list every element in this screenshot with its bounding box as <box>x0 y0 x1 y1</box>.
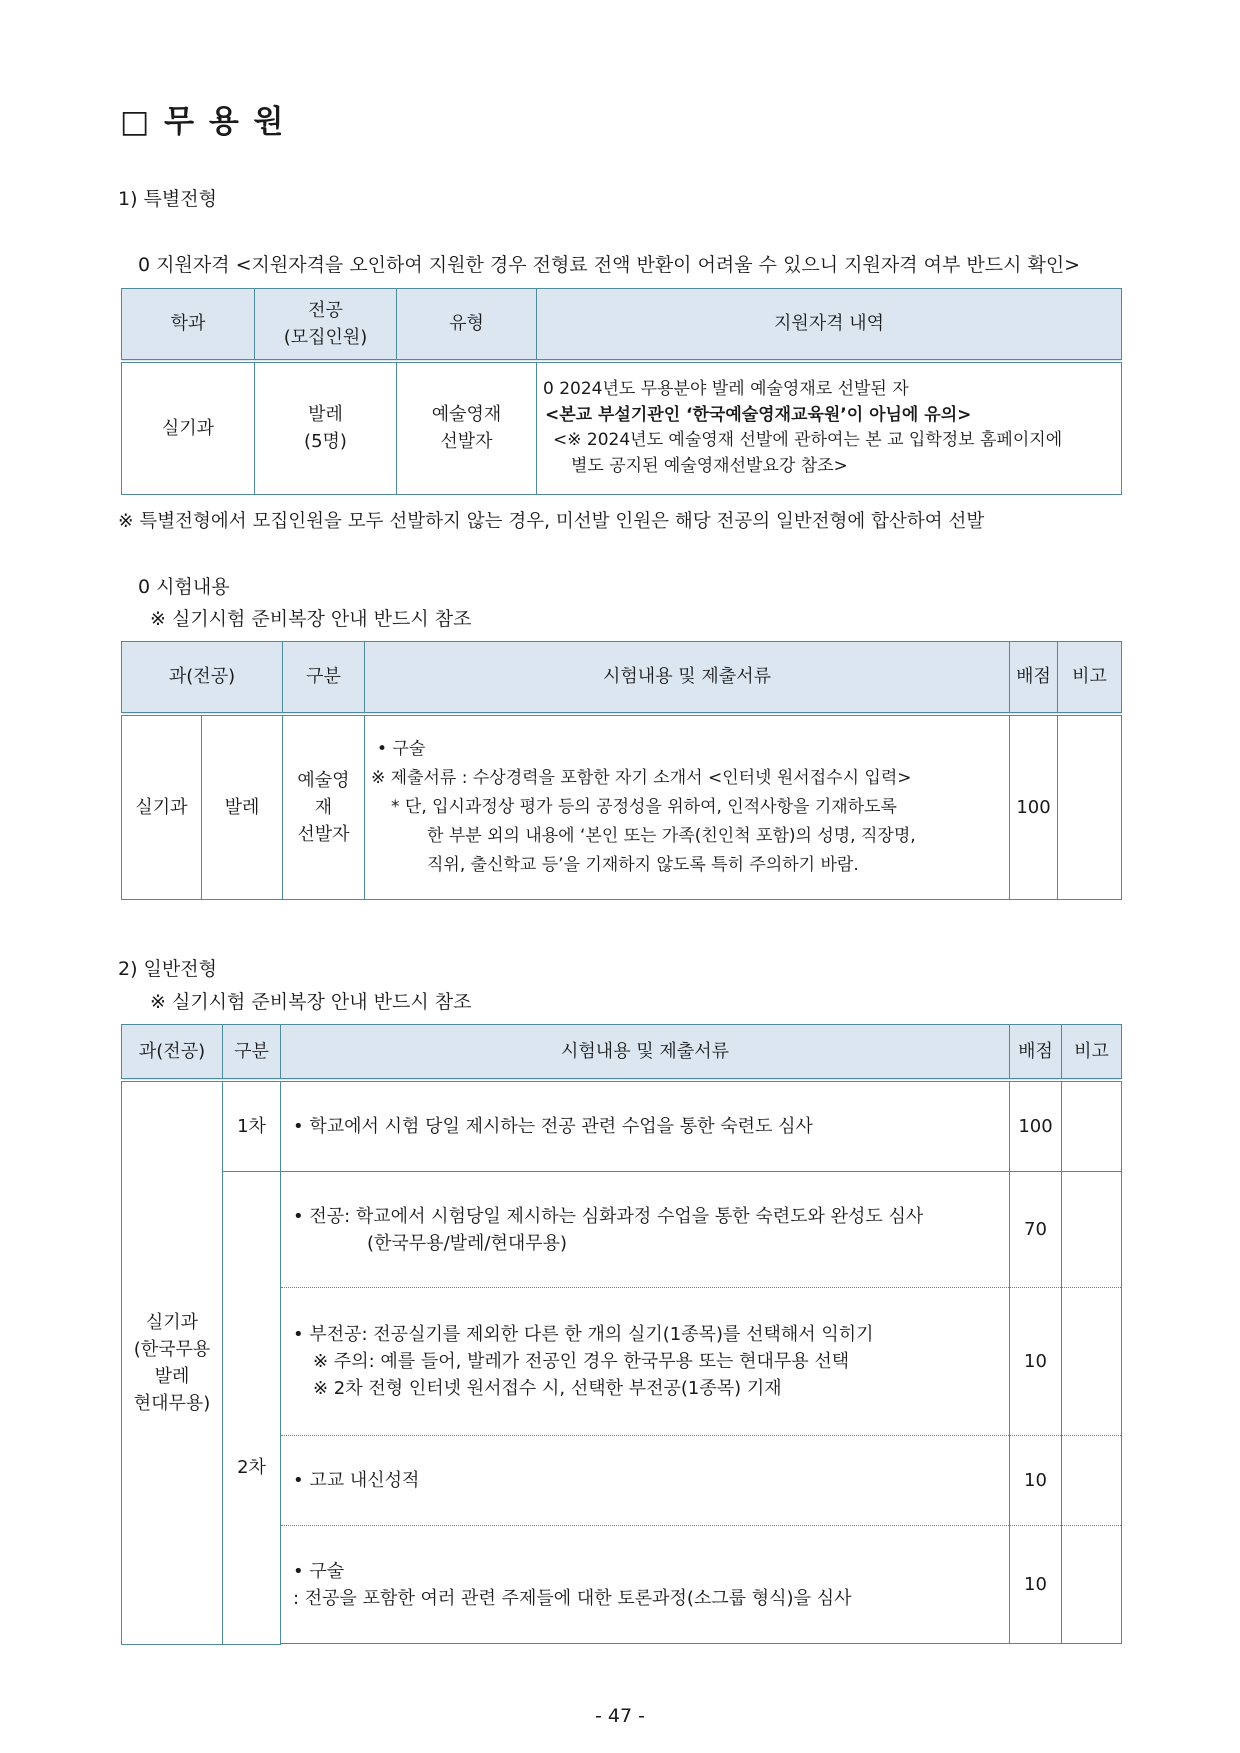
type-line: 예술영재 <box>297 769 350 818</box>
content-line: : 전공을 포함한 여러 관련 주제들에 대한 토론과정(소그룹 형식)을 심사 <box>293 1587 852 1609</box>
general-exam-note: ※ 실기시험 준비복장 안내 반드시 참조 <box>150 991 472 1013</box>
col-header-dept: 과(전공) <box>122 642 283 714</box>
detail-line: 0 2024년도 무용분야 발레 예술영재로 선발된 자 <box>543 379 909 400</box>
content-line: 한 부분 외의 내용에 ‘본인 또는 가족(친인척 포함)의 성명, 직장명, <box>427 825 916 846</box>
content-line: ※ 제출서류 : 수상경력을 포함한 자기 소개서 <인터넷 원서접수시 입력> <box>371 767 912 788</box>
cell-exam-content <box>365 714 1010 900</box>
cell-exam-content <box>281 1080 1010 1172</box>
content-line: • 학교에서 시험 당일 제시하는 전공 관련 수업을 통한 숙련도 심사 <box>293 1115 813 1137</box>
special-heading: 1) 특별전형 <box>118 188 217 210</box>
content-line: • 고교 내신성적 <box>293 1470 420 1491</box>
col-header-category: 구분 <box>223 1025 281 1080</box>
col-header-dept: 과(전공) <box>122 1025 223 1080</box>
content-line: ※ 주의: 예를 들어, 발레가 전공인 경우 한국무용 또는 현대무용 선택 <box>313 1351 850 1372</box>
stage-2-label: 2차 <box>237 1457 266 1479</box>
cell-score: 10 <box>1010 1288 1062 1436</box>
cell-remark <box>1062 1080 1122 1172</box>
col-header-remark: 비고 <box>1058 642 1122 714</box>
content-line: • 구술 <box>293 1560 345 1582</box>
cell-score: 10 <box>1010 1436 1062 1526</box>
col-header-category: 구분 <box>283 642 365 714</box>
page-number: - 47 - <box>595 1705 645 1727</box>
cell-stage-1: 1차 <box>223 1080 281 1172</box>
col-header-qualification: 지원자격 내역 <box>537 289 1122 361</box>
col-header-dept: 학과 <box>122 289 255 361</box>
cell-qualification-detail <box>537 361 1122 495</box>
qualification-heading: 0 지원자격 <지원자격을 오인하여 지원한 경우 전형료 전액 반환이 어려울 수 있으니 지원자격 여부 반드시 확인> <box>138 254 1081 276</box>
table-row <box>122 1172 1122 1288</box>
dept-line: (한국무용 <box>133 1338 211 1360</box>
cell-exam-content <box>281 1288 1010 1436</box>
col-header-major <box>255 289 397 361</box>
general-heading: 2) 일반전형 <box>118 958 217 980</box>
type-line: 선발자 <box>297 823 350 845</box>
col-header-score: 배점 <box>1010 1025 1062 1080</box>
content-line: 직위, 출신학교 등’을 기재하지 않도록 특히 주의하기 바람. <box>427 854 859 875</box>
cell-score: 70 <box>1010 1172 1062 1288</box>
content-line: • 구술 <box>377 739 426 760</box>
page-title: □ 무 용 원 <box>120 104 286 140</box>
major-name: 발레 <box>308 404 343 426</box>
col-header-exam-content: 시험내용 및 제출서류 <box>281 1025 1010 1080</box>
exam-note: ※ 실기시험 준비복장 안내 반드시 참조 <box>150 608 472 630</box>
cell-score: 100 <box>1010 714 1058 900</box>
detail-line: <본교 부설기관인 ‘한국예술영재교육원’이 아님에 유의> <box>545 404 972 425</box>
special-exam-table <box>121 641 1122 900</box>
general-exam-table <box>121 1024 1122 1645</box>
cell-remark <box>1062 1436 1122 1526</box>
cell-remark <box>1062 1526 1122 1644</box>
col-header-major-label: 전공 <box>308 299 343 321</box>
cell-remark <box>1062 1172 1122 1288</box>
table-row <box>122 714 1122 900</box>
cell-major <box>255 361 397 495</box>
col-header-count-label: (모집인원) <box>283 326 368 348</box>
cell-remark <box>1058 714 1122 900</box>
dept-line: 현대무용) <box>133 1392 211 1414</box>
cell-score: 100 <box>1010 1080 1062 1172</box>
type-line: 선발자 <box>440 431 493 453</box>
type-line: 예술영재 <box>431 404 502 426</box>
content-line: • 부전공: 전공실기를 제외한 다른 한 개의 실기(1종목)를 선택해서 익히기 <box>293 1324 874 1345</box>
col-header-score: 배점 <box>1010 642 1058 714</box>
cell-exam-content <box>281 1526 1010 1644</box>
table-row <box>122 1080 1122 1172</box>
cell-score: 10 <box>1010 1526 1062 1644</box>
cell-dept: 실기과 <box>122 361 255 495</box>
content-line: * 단, 입시과정상 평가 등의 공정성을 위하여, 인적사항을 기재하도록 <box>391 796 897 817</box>
special-note: ※ 특별전형에서 모집인원을 모두 선발하지 않는 경우, 미선발 인원은 해당 전공의 일반전형에 합산하여 선발 <box>118 511 985 532</box>
detail-line: <※ 2024년도 예술영재 선발에 관하여는 본 교 입학정보 홈페이지에 <box>553 430 1063 451</box>
detail-line: 별도 공지된 예술영재선발요강 참조> <box>571 455 848 476</box>
content-line: ※ 2차 전형 인터넷 원서접수 시, 선택한 부전공(1종목) 기재 <box>313 1378 782 1399</box>
table-row <box>122 361 1122 495</box>
cell-dept <box>122 1080 223 1645</box>
dept-line: 발레 <box>154 1365 190 1387</box>
cell-stage-2 <box>223 1172 281 1645</box>
content-line: (한국무용/발레/현대무용) <box>367 1232 568 1254</box>
cell-exam-content <box>281 1172 1010 1288</box>
major-count: (5명) <box>304 431 347 453</box>
col-header-type: 유형 <box>397 289 537 361</box>
cell-major: 발레 <box>202 714 283 900</box>
cell-exam-content <box>281 1436 1010 1526</box>
dept-line: 실기과 <box>145 1311 199 1333</box>
cell-dept: 실기과 <box>122 714 202 900</box>
qualification-table <box>121 288 1122 495</box>
col-header-exam-content: 시험내용 및 제출서류 <box>365 642 1010 714</box>
cell-remark <box>1062 1288 1122 1436</box>
content-line: • 전공: 학교에서 시험당일 제시하는 심화과정 수업을 통한 숙련도와 완성도 심사 <box>293 1205 924 1227</box>
exam-heading: 0 시험내용 <box>138 576 230 598</box>
col-header-remark: 비고 <box>1062 1025 1122 1080</box>
cell-type <box>397 361 537 495</box>
cell-type <box>283 714 365 900</box>
